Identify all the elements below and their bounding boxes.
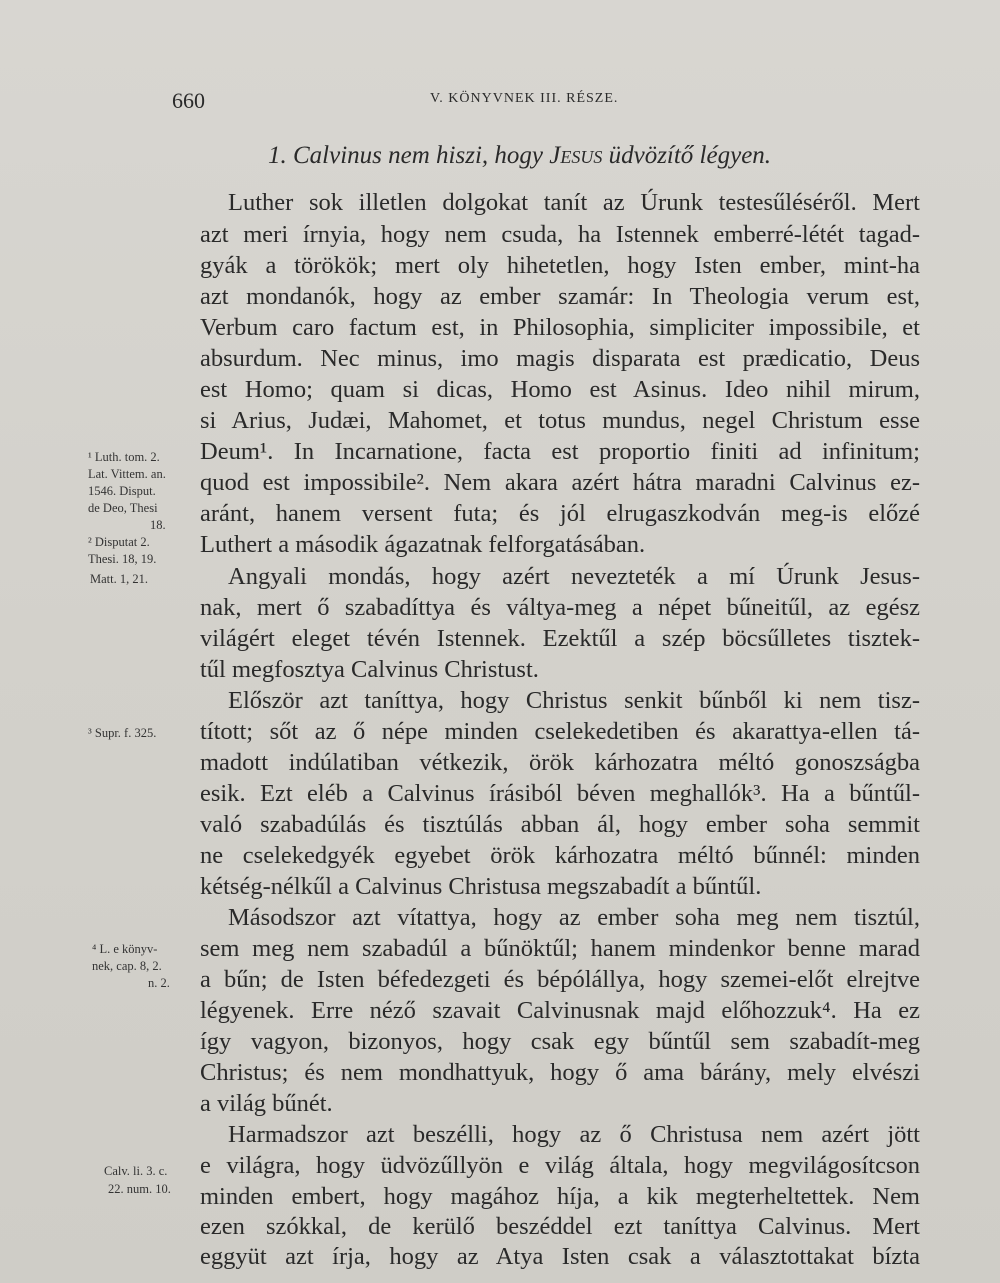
text-line: aránt, hanem versent futa; és jól elrugaszkodván meg-is előzé [200,500,920,527]
section-title-pre: 1. Calvinus nem hiszi, hogy [268,142,550,169]
text-line: azt mondanók, hogy az ember szamár: In Theologia verum est, [200,283,920,310]
margin-note: ³ Supr. f. 325. [88,726,157,740]
margin-note: ⁴ L. e könyv- [92,942,158,956]
margin-note: 18. [150,518,166,532]
section-title-post: üdvözítő légyen. [602,142,772,169]
text-line: e világra, hogy üdvözűllyön e világ általa, hogy megvilágosítcson [200,1152,920,1179]
margin-note: Thesi. 18, 19. [88,552,157,566]
text-line: absurdum. Nec minus, imo magis disparata est prædicatio, Deus [200,345,920,372]
margin-note: Matt. 1, 21. [90,572,148,586]
text-line: Először azt taníttya, hogy Christus senkit bűnből ki nem tisz- [228,687,920,714]
margin-note: nek, cap. 8, 2. [92,959,162,973]
text-line: világért eleget tévén Istennek. Ezektűl a szép böcsűlletes tisztek- [200,625,920,652]
text-line: Luther sok illetlen dolgokat tanít az Úrunk testesűléséről. Mert [228,189,920,216]
text-line: így vagyon, bizonyos, hogy csak egy bűntűl sem szabadít-meg [200,1028,920,1055]
text-line: a világ bűnét. [200,1090,333,1117]
text-line: si Arius, Judæi, Mahomet, et totus mundus, negel Christum esse [200,407,920,434]
page-number: 660 [172,88,205,113]
text-line: tított; sőt az ő népe minden cselekedetiben és akarattya-ellen tá- [200,718,920,745]
text-line: Másodszor azt vítattya, hogy az ember soha meg nem tisztúl, [228,904,920,931]
text-line: minden embert, hogy magához híja, a kik megterheltettek. Nem [200,1183,920,1210]
text-line: Angyali mondás, hogy azért nevezteték a mí Úrunk Jesus- [228,563,920,590]
running-head: V. KÖNYVNEK III. RÉSZE. [430,91,619,106]
text-line: légyenek. Erre néző szavait Calvinusnak majd előhozzuk⁴. Ha ez [200,997,920,1024]
text-line: esik. Ezt eléb a Calvinus írásiból béven meghallók³. Ha a bűntűl- [200,780,920,807]
margin-note: Lat. Vittem. an. [88,467,166,481]
margin-note: de Deo, Thesi [88,501,158,515]
margin-note: n. 2. [148,976,170,990]
text-line: azt meri írnyia, hogy nem csuda, ha Istennek emberré-létét tagad- [200,221,920,248]
text-line: madott indúlatiban vétkezik, örök kárhozatra méltó gonoszságba [200,749,920,776]
text-line: tűl megfosztya Calvinus Christust. [200,656,539,683]
text-line: ezen szókkal, de kerülő beszéddel ezt taníttya Calvinus. Mert [200,1213,920,1240]
text-line: ne cselekedgyék egyebet örök kárhozatra méltó bűnnél: minden [200,842,920,869]
text-line: Harmadszor azt beszélli, hogy az ő Christusa nem azért jött [228,1121,920,1148]
text-line: sem meg nem szabadúl a bűnöktűl; hanem mindenkor benne marad [200,935,920,962]
section-title-name: Jesus [549,142,603,169]
margin-note: ¹ Luth. tom. 2. [88,450,160,464]
text-line: Verbum caro factum est, in Philosophia, simpliciter impossibile, et [200,314,920,341]
text-line: való szabadúlás és tisztúlás abban ál, hogy ember soha semmit [200,811,920,838]
margin-note: ² Disputat 2. [88,535,150,549]
text-line: eggyüt azt írja, hogy az Atya Isten csak a választottakat bízta [200,1243,920,1270]
text-line: a bűn; de Isten béfedezgeti és bépólállya, hogy szemei-előt elrejtve [200,966,920,993]
text-line: nak, mert ő szabadíttya és váltya-meg a népet bűneitűl, az egész [200,594,920,621]
margin-note: 1546. Disput. [88,484,156,498]
text-line: quod est impossibile². Nem akara azért hátra maradni Calvinus ez- [200,469,920,496]
text-line: gyák a törökök; mert oly hihetetlen, hogy Isten ember, mint-ha [200,252,920,279]
text-line: Deum¹. In Incarnatione, facta est proportio finiti ad infinitum; [200,438,920,465]
margin-note: Calv. li. 3. c. [104,1164,168,1178]
margin-note: 22. num. 10. [108,1182,171,1196]
text-line: kétség-nélkűl a Calvinus Christusa megszabadít a bűntűl. [200,873,762,900]
text-line: Luthert a második ágazatnak felforgatásában. [200,531,646,558]
text-line: est Homo; quam si dicas, Homo est Asinus. Ideo nihil mirum, [200,376,920,403]
text-line: Christus; és nem mondhattyuk, hogy ő ama bárány, mely elvészi [200,1059,920,1086]
